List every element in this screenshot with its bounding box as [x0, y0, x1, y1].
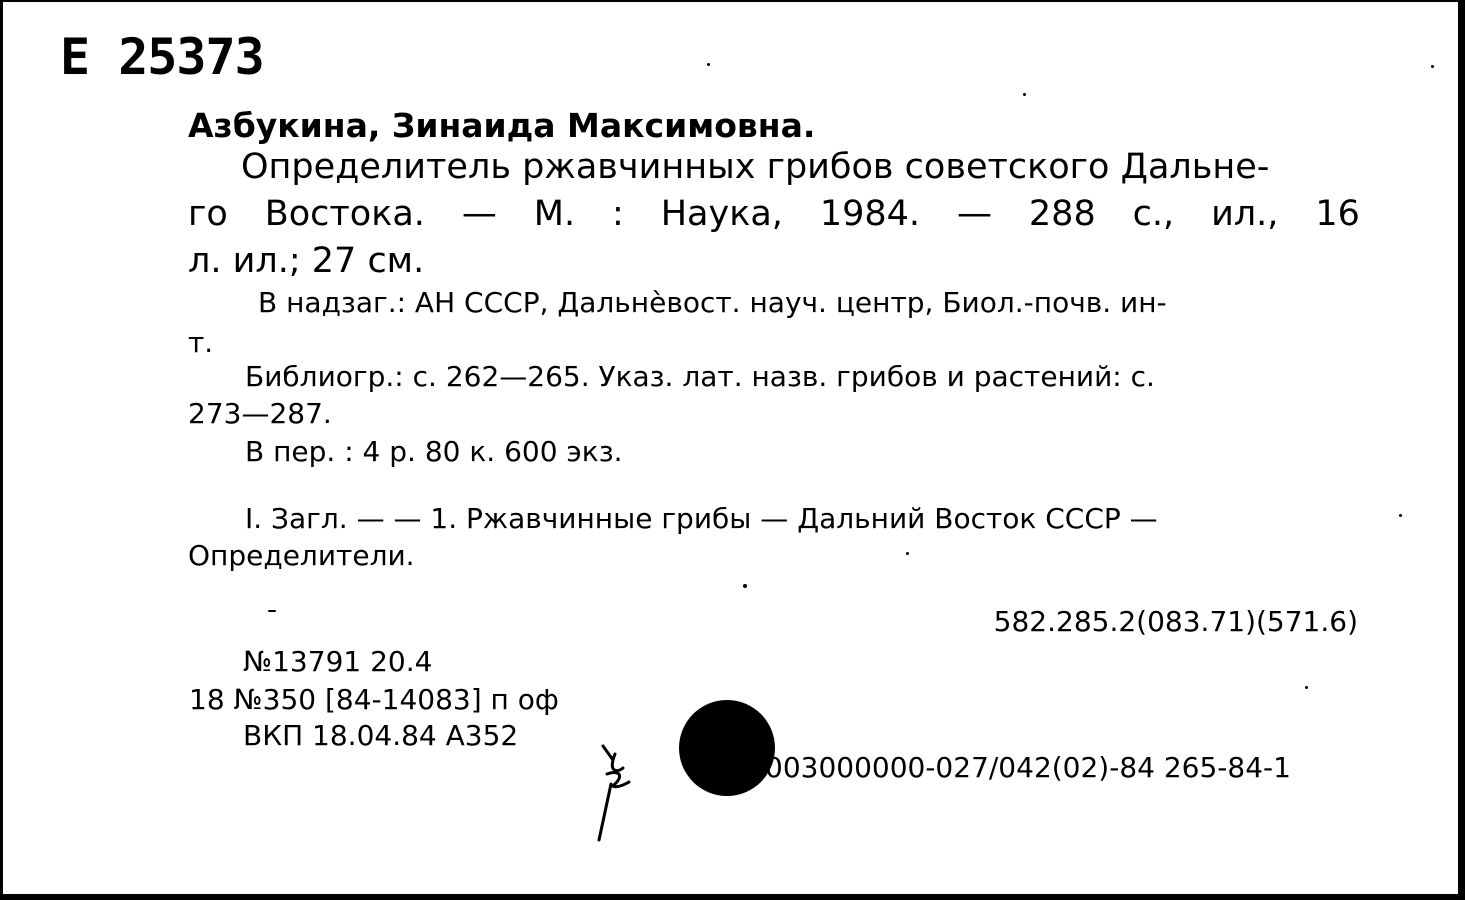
accession-line-1: №13791 20.4: [243, 645, 433, 678]
signature-mark: [589, 744, 649, 844]
speck: [707, 63, 710, 66]
speck: [906, 552, 909, 555]
punch-hole-mark: [679, 700, 775, 796]
author-heading: Азбукина, Зинаида Максимовна.: [188, 106, 816, 145]
title-word: ил.,: [1211, 194, 1279, 234]
title-word: М.: [533, 194, 576, 234]
speck: [1023, 93, 1026, 96]
speck: [743, 584, 747, 588]
udc-classification: 582.285.2(083.71)(571.6): [993, 605, 1358, 638]
isbn-line: 003000000-027/042(02)-84 265-84-1: [765, 751, 1291, 784]
speck: [268, 610, 276, 612]
title-word: 16: [1315, 194, 1360, 234]
note-price: В пер. : 4 р. 80 к. 600 экз.: [245, 435, 623, 468]
title-line-3: л. ил.; 27 см.: [188, 241, 425, 281]
speck: [1305, 686, 1308, 689]
title-word: —: [461, 194, 497, 234]
accession-line-3: ВКП 18.04.84 А352: [243, 719, 519, 752]
note-header-line-1: В надзаг.: АН СССР, Дальнèвост. науч. центр, Биол.-почв. ин-: [258, 286, 1167, 319]
title-word: 288: [1028, 194, 1096, 234]
title-word: 1984.: [819, 194, 921, 234]
tracing-line-1: I. Загл. — — 1. Ржавчинные грибы — Дальний Восток СССР —: [245, 502, 1158, 535]
title-word: :: [612, 194, 624, 234]
call-number: Е 25373: [60, 28, 264, 86]
speck: [1399, 514, 1402, 517]
note-bibliography-line-2: 273—287.: [188, 397, 332, 430]
accession-line-2: 18 №350 [84-14083] п оф: [189, 683, 559, 716]
title-word: Востока.: [264, 194, 425, 234]
title-word: го: [188, 194, 228, 234]
note-bibliography-line-1: Библиогр.: с. 262—265. Указ. лат. назв. грибов и растений: с.: [245, 360, 1155, 393]
title-word: с.,: [1132, 194, 1175, 234]
note-header-line-2: т.: [188, 326, 214, 359]
title-line-1: Определитель ржавчинных грибов советского Дальне-: [241, 147, 1270, 187]
title-line-2: [188, 194, 1360, 234]
tracing-line-2: Определители.: [188, 539, 415, 572]
catalog-card: [3, 2, 1458, 894]
speck: [1431, 65, 1434, 68]
title-word: Наука,: [660, 194, 783, 234]
title-word: —: [956, 194, 992, 234]
